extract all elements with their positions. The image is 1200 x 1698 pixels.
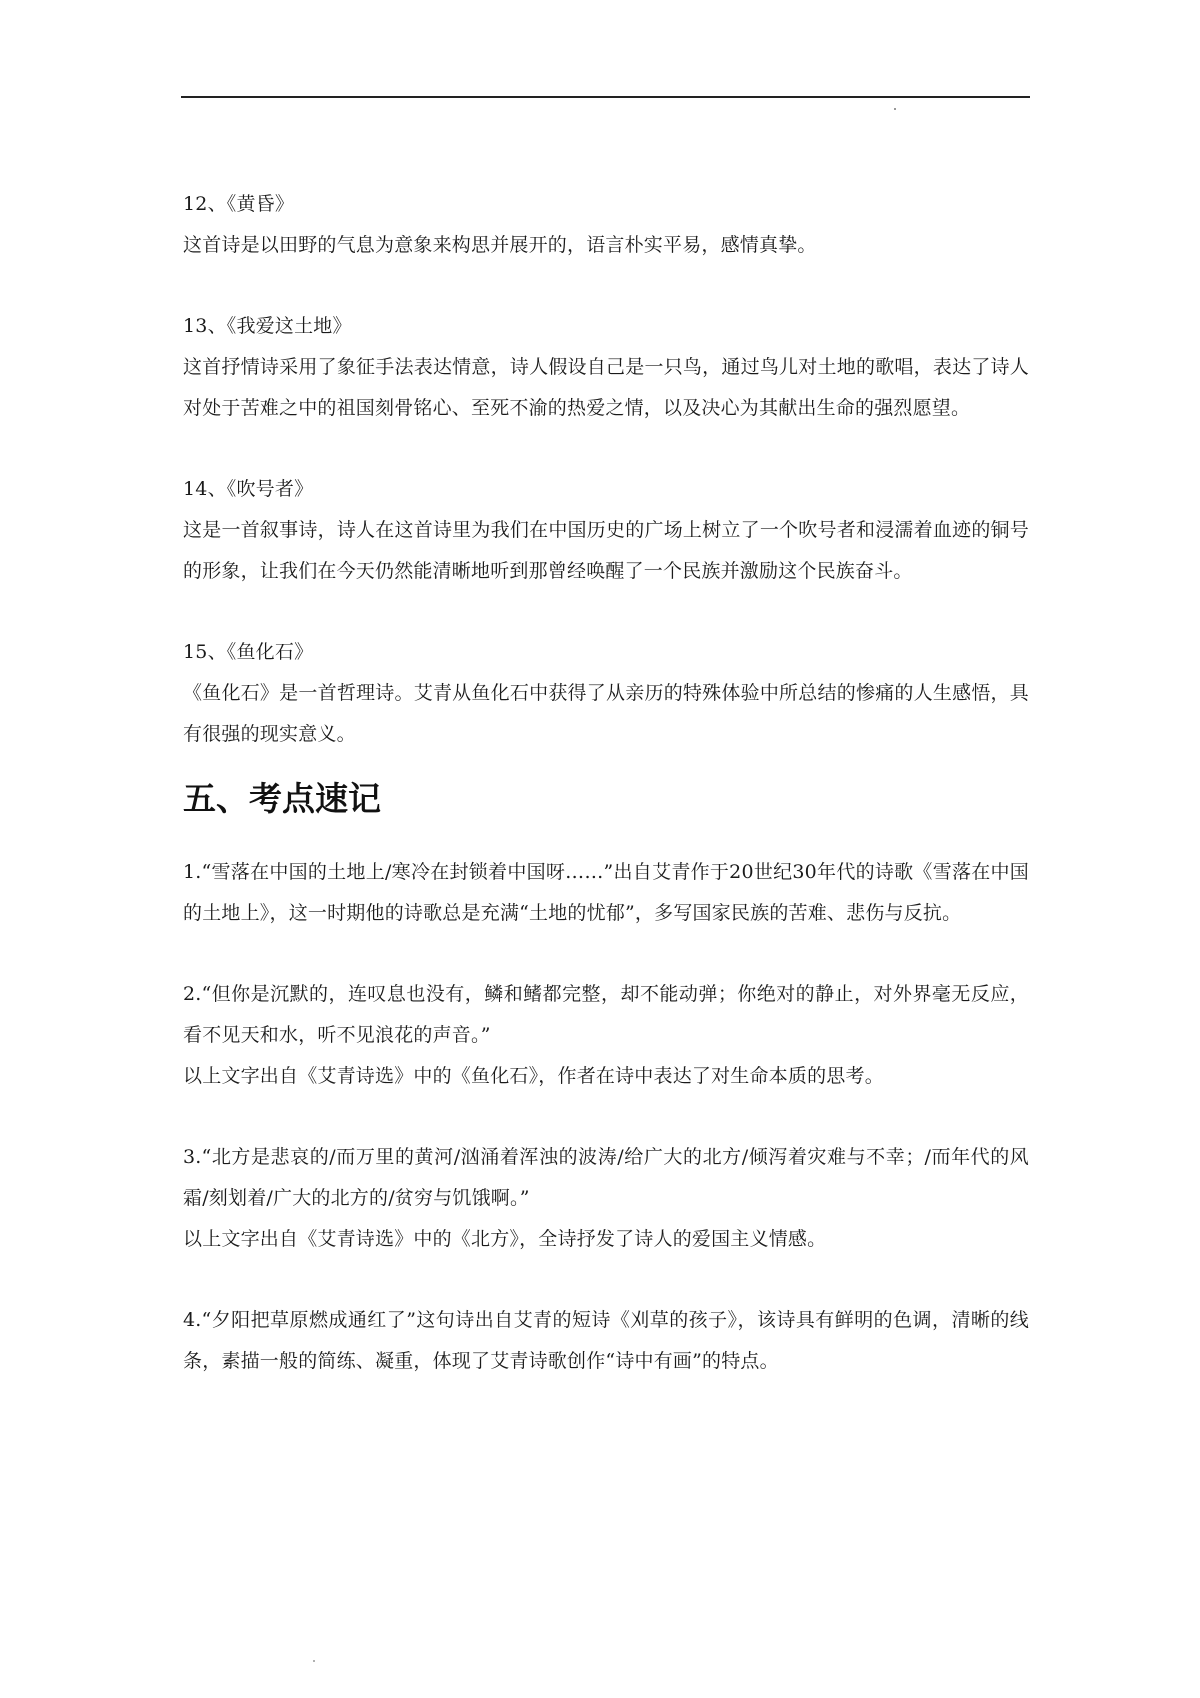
document-body [183,184,1029,1382]
poem-entry-13 [183,306,1029,429]
section-heading: 五、考点速记 [183,779,381,818]
key-point-text: 1.“雪落在中国的土地上/寒冷在封锁着中国呀……”出自艾青作于20世纪30年代的诗歌《雪落在中国的土地上》，这一时期他的诗歌总是充满“土地的忧郁”，多写国家民族的苦难、悲伤与反抗。 [183,861,1029,924]
key-point-3 [183,1137,1029,1260]
poem-description: 《鱼化石》是一首哲理诗。艾青从鱼化石中获得了从亲历的特殊体验中所总结的惨痛的人生感悟，具有很强的现实意义。 [183,682,1029,745]
key-point-note: 以上文字出自《艾青诗选》中的《鱼化石》，作者在诗中表达了对生命本质的思考。 [183,1065,884,1087]
poem-title: 14、《吹号者》 [183,478,314,500]
poem-description: 这首诗是以田野的气息为意象来构思并展开的，语言朴实平易，感情真挚。 [183,234,817,256]
poem-description: 这是一首叙事诗，诗人在这首诗里为我们在中国历史的广场上树立了一个吹号者和浸濡着血迹的铜号的形象，让我们在今天仍然能清晰地听到那曾经唤醒了一个民族并激励这个民族奋斗。 [183,519,1029,582]
key-point-note: 以上文字出自《艾青诗选》中的《北方》，全诗抒发了诗人的爱国主义情感。 [183,1228,827,1250]
poem-title: 15、《鱼化石》 [183,641,314,663]
poem-description: 这首抒情诗采用了象征手法表达情意，诗人假设自己是一只鸟，通过鸟儿对土地的歌唱，表达了诗人对处于苦难之中的祖国刻骨铭心、至死不渝的热爱之情，以及决心为其献出生命的强烈愿望。 [183,356,1029,419]
poem-title: 13、《我爱这土地》 [183,315,352,337]
key-point-text: 4.“夕阳把草原燃成通红了”这句诗出自艾青的短诗《刈草的孩子》，该诗具有鲜明的色调，清晰的线条，素描一般的简练、凝重，体现了艾青诗歌创作“诗中有画”的特点。 [183,1309,1029,1372]
header-mark [894,108,896,110]
poem-title: 12、《黄昏》 [183,193,295,215]
key-point-2 [183,974,1029,1097]
header-rule [181,96,1030,98]
poem-entry-14 [183,469,1029,592]
key-point-text: 3.“北方是悲哀的/而万里的黄河/汹涌着浑浊的波涛/给广大的北方/倾泻着灾难与不幸；/而年代的风霜/刻划着/广大的北方的/贫穷与饥饿啊。” [183,1146,1029,1209]
key-point-4 [183,1300,1029,1382]
poem-entry-15 [183,632,1029,755]
key-point-1 [183,852,1029,934]
key-point-text: 2.“但你是沉默的，连叹息也没有，鳞和鳍都完整，却不能动弹；你绝对的静止，对外界毫无反应，看不见天和水，听不见浪花的声音。” [183,983,1029,1046]
footer-mark [313,1660,315,1662]
poem-entry-12 [183,184,1029,266]
